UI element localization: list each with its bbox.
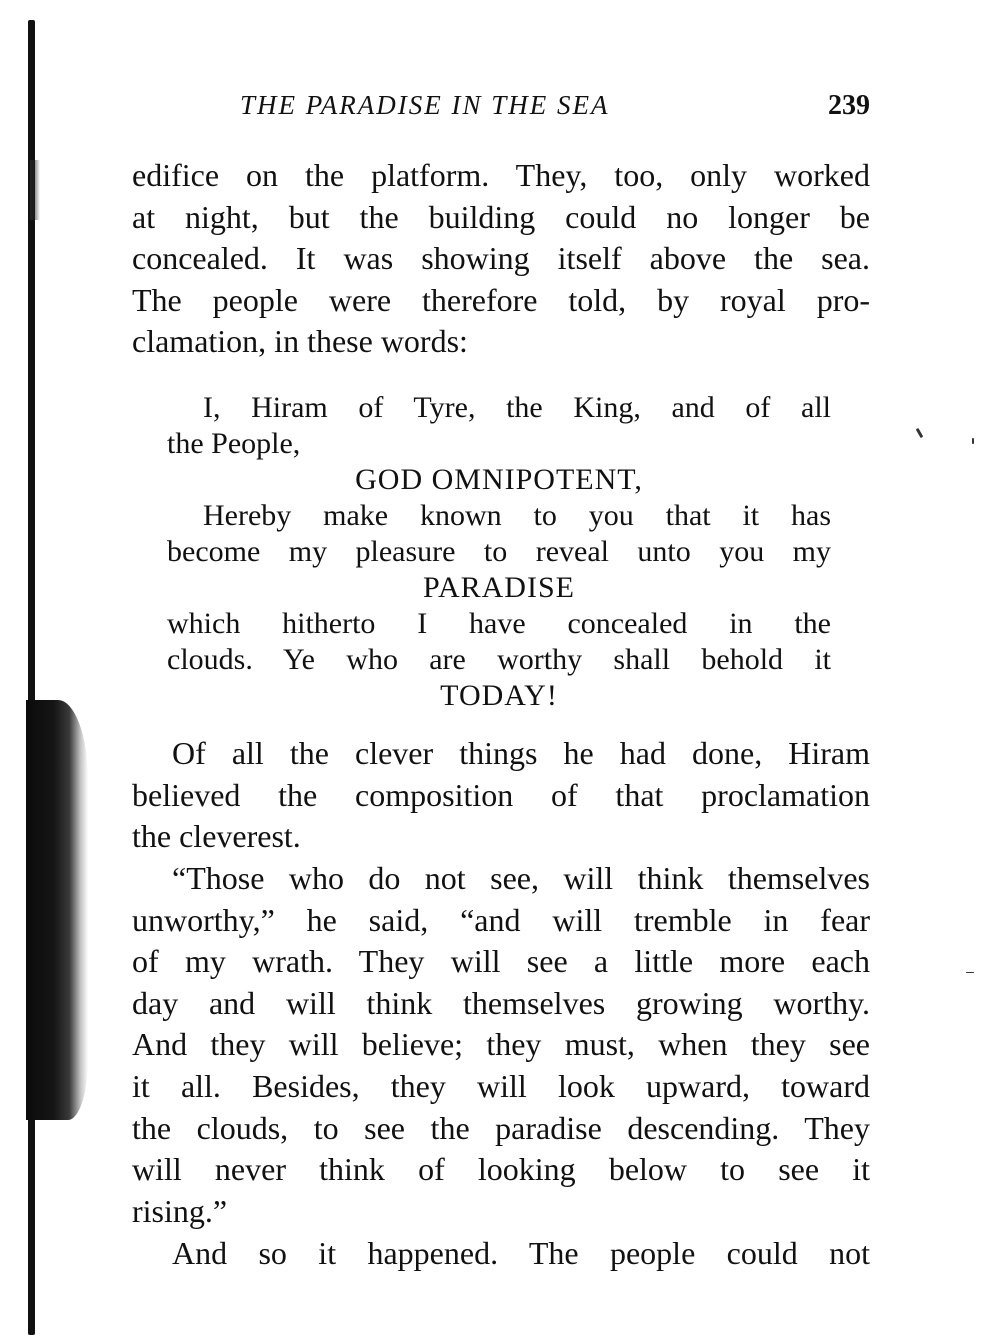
scan-speck xyxy=(972,438,974,444)
scan-edge-mark xyxy=(30,160,40,220)
text-line: concealed. It was showing itself above the sea. xyxy=(132,240,870,277)
proclamation-line: I, Hiram of Tyre, the King, and of all xyxy=(203,391,831,424)
text-line: And so it happened. The people could not xyxy=(172,1235,870,1271)
proclamation-line: become my pleasure to reveal unto you my xyxy=(167,535,831,568)
text-line: clamation, in these words: xyxy=(132,323,468,360)
proclamation-line: Hereby make known to you that it has xyxy=(203,499,831,532)
text-line: edifice on the platform. They, too, only worked xyxy=(132,157,870,193)
text-line: day and will think themselves growing worthy. xyxy=(132,984,870,1021)
running-head xyxy=(240,90,870,130)
scan-speck xyxy=(916,428,924,438)
paragraph-1 xyxy=(132,155,870,363)
paragraph-4 xyxy=(132,1233,870,1275)
text-line: will never think of looking below to see it xyxy=(132,1151,870,1188)
text-line: The people were therefore told, by royal pro- xyxy=(132,281,870,318)
proclamation-block xyxy=(167,390,831,714)
proclamation-heading: GOD OMNIPOTENT, xyxy=(355,463,643,496)
paragraph-2 xyxy=(132,733,870,858)
proclamation-heading: PARADISE xyxy=(423,571,575,604)
text-line: at night, but the building could no longer be xyxy=(132,198,870,235)
text-line: And they will believe; they must, when they see xyxy=(132,1026,870,1063)
scan-edge-smudge xyxy=(26,700,88,1120)
paragraph-3 xyxy=(132,858,870,1232)
text-line: unworthy,” he said, “and will tremble in fear xyxy=(132,901,870,938)
text-line: “Those who do not see, will think themselves xyxy=(172,860,870,896)
proclamation-line: which hitherto I have concealed in the xyxy=(167,607,831,640)
text-line: Of all the clever things he had done, Hiram xyxy=(172,735,870,771)
text-line: rising.” xyxy=(132,1192,228,1229)
proclamation-line: clouds. Ye who are worthy shall behold it xyxy=(167,643,831,676)
page-number: 239 xyxy=(828,90,870,121)
running-head-title: THE PARADISE IN THE SEA xyxy=(240,90,610,120)
text-line: the cleverest. xyxy=(132,818,301,855)
text-line: it all. Besides, they will look upward, toward xyxy=(132,1067,870,1104)
text-line: of my wrath. They will see a little more each xyxy=(132,943,870,980)
text-line: the clouds, to see the paradise descending. They xyxy=(132,1109,870,1146)
proclamation-line: the People, xyxy=(167,427,301,460)
proclamation-heading: TODAY! xyxy=(440,679,558,712)
text-line: believed the composition of that proclamation xyxy=(132,776,870,813)
scan-speck xyxy=(966,972,974,973)
